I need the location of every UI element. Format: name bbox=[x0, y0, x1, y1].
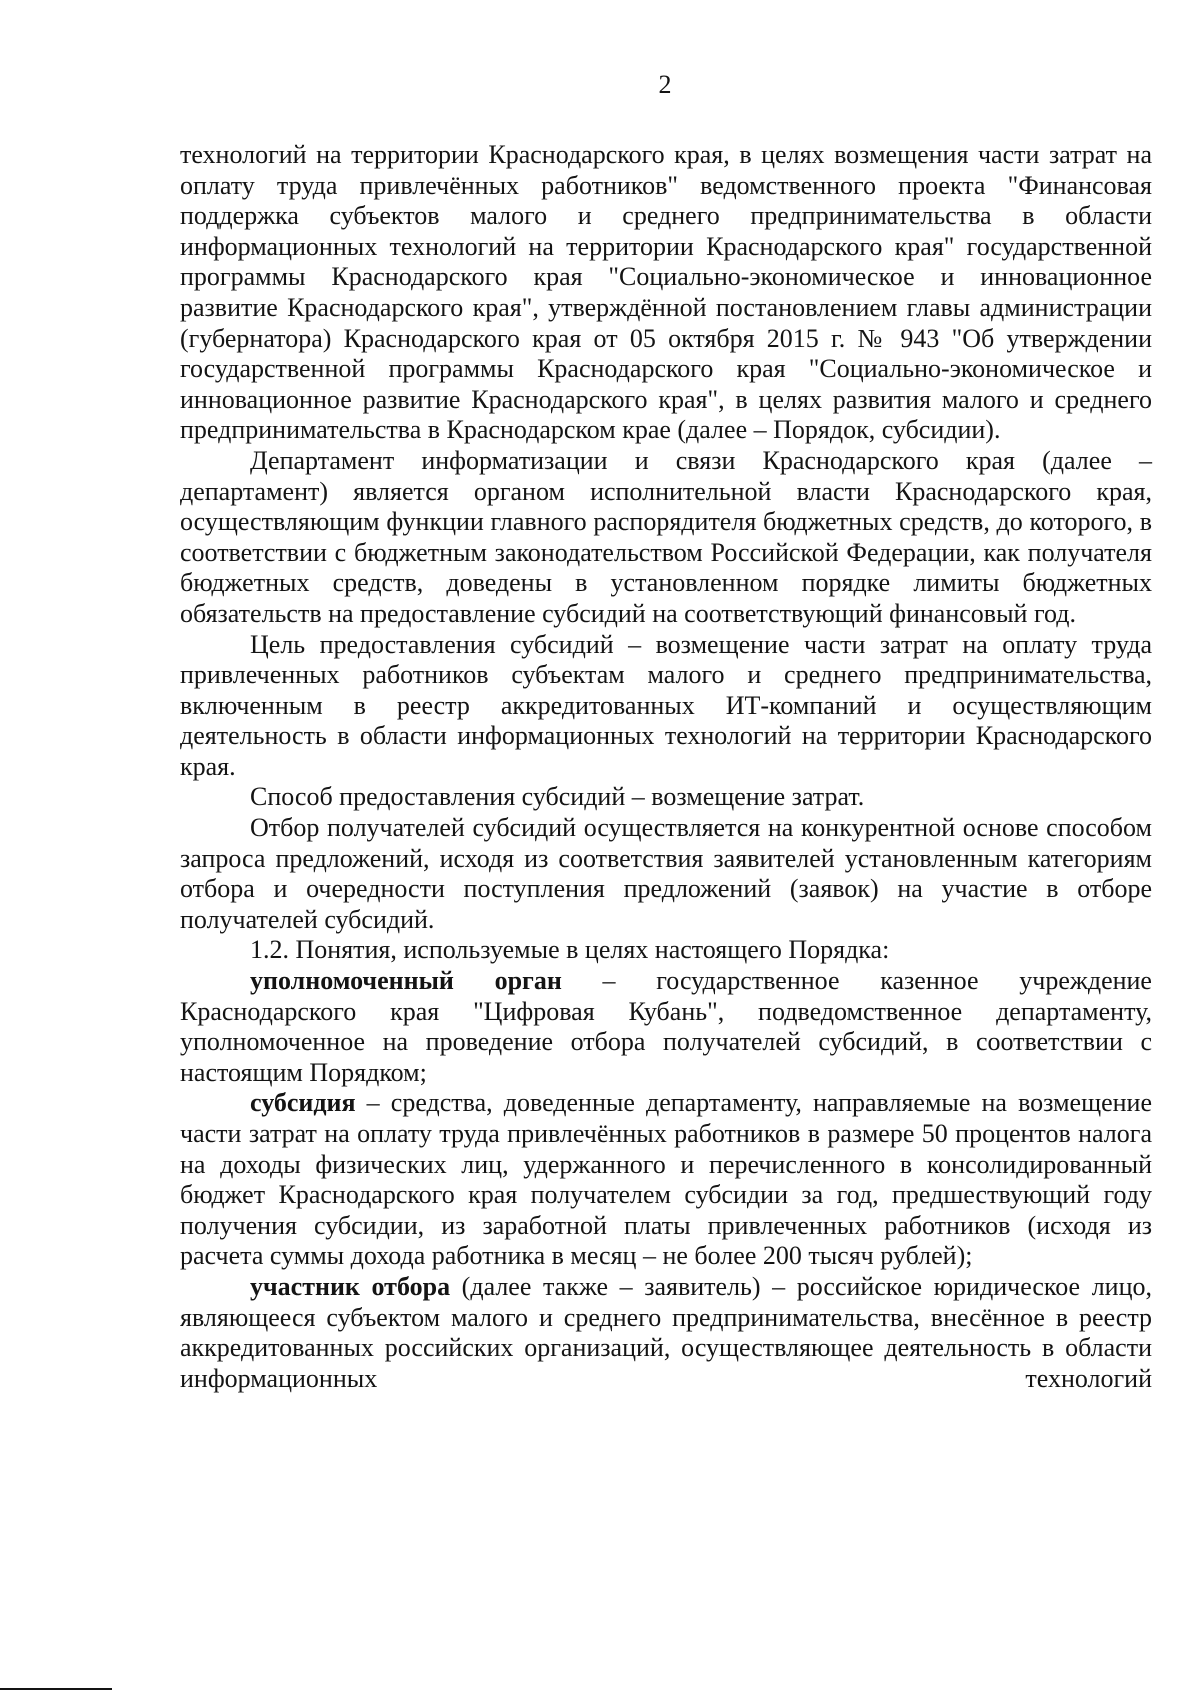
definition-text: – средства, доведенные департаменту, направляемые на возмещение части затрат на оплату труда привлечённых работников в размере 50 процентов налога на доходы физических лиц, удержанного и перечисленного в консолидированный бюджет Краснодарского края получателем субсидии за год, предшествующий году получения субсидии, из заработной платы привлеченных работников (исходя из расчета суммы дохода работника в месяц – не более 200 тысяч рублей); bbox=[180, 1088, 1152, 1271]
definition-authorized-body bbox=[180, 966, 1152, 1088]
definition-term: участник отбора bbox=[250, 1271, 451, 1301]
paragraph-subsidy-purpose: Цель предоставления субсидий – возмещение части затрат на оплату труда привлеченных работников субъектам малого и среднего предпринимательства, включенным в реестр аккредитованных ИТ-компаний и осуществляющим деятельность в области информационных технологий на территории Краснодарского края. bbox=[180, 629, 1152, 781]
definition-term: уполномоченный орган bbox=[250, 966, 562, 996]
definition-text: – государственное казенное учреждение Краснодарского края "Цифровая Кубань", подведомственное департаменту, уполномоченное на проведение отбора получателей субсидий, в соответствии с настоящим Порядком; bbox=[180, 966, 1152, 1087]
paragraph-continuation: технологий на территории Краснодарского края, в целях возмещения части затрат на оплату труда привлечённых работников" ведомственного проекта "Финансовая поддержка субъектов малого и среднего предпринимательства в области информационных технологий на территории Краснодарского края" государственной программы Краснодарского края "Социально-экономическое и инновационное развитие Краснодарского края", утверждённой постановлением главы администрации (губернатора) Краснодарского края от 05 октября 2015 г. № 943 "Об утверждении государственной программы Краснодарского края "Социально-экономическое и инновационное развитие Краснодарского края", в целях развития малого и среднего предпринимательства в Краснодарском крае (далее – Порядок, субсидии). bbox=[180, 140, 1152, 445]
page-number: 2 bbox=[658, 70, 672, 99]
footnote-rule bbox=[0, 1688, 112, 1690]
definition-participant bbox=[180, 1272, 1152, 1394]
definition-subsidy bbox=[180, 1088, 1152, 1272]
paragraph-subsidy-method: Способ предоставления субсидий – возмещение затрат. bbox=[250, 782, 865, 812]
paragraph-department: Департамент информатизации и связи Краснодарского края (далее – департамент) является органом исполнительной власти Краснодарского края, осуществляющим функции главного распорядителя бюджетных средств, до которого, в соответствии с бюджетным законодательством Российской Федерации, как получателя бюджетных средств, доведены в установленном порядке лимиты бюджетных обязательств на предоставление субсидий на соответствующий финансовый год. bbox=[180, 445, 1152, 628]
definition-text: (далее также – заявитель) – российское юридическое лицо, являющееся субъектом малого и среднего предпринимательства, внесённое в реестр аккредитованных российских организаций, осуществляющее деятельность в области информационных технологий bbox=[180, 1271, 1152, 1393]
paragraph-selection: Отбор получателей субсидий осуществляется на конкурентной основе способом запроса предложений, исходя из соответствия заявителей установленным категориям отбора и очередности поступления предложений (заявок) на участие в отборе получателей субсидий. bbox=[180, 813, 1152, 934]
document-body bbox=[180, 140, 1152, 1394]
paragraph-definitions-heading: 1.2. Понятия, используемые в целях настоящего Порядка: bbox=[250, 935, 890, 965]
definition-term: субсидия bbox=[250, 1088, 356, 1118]
